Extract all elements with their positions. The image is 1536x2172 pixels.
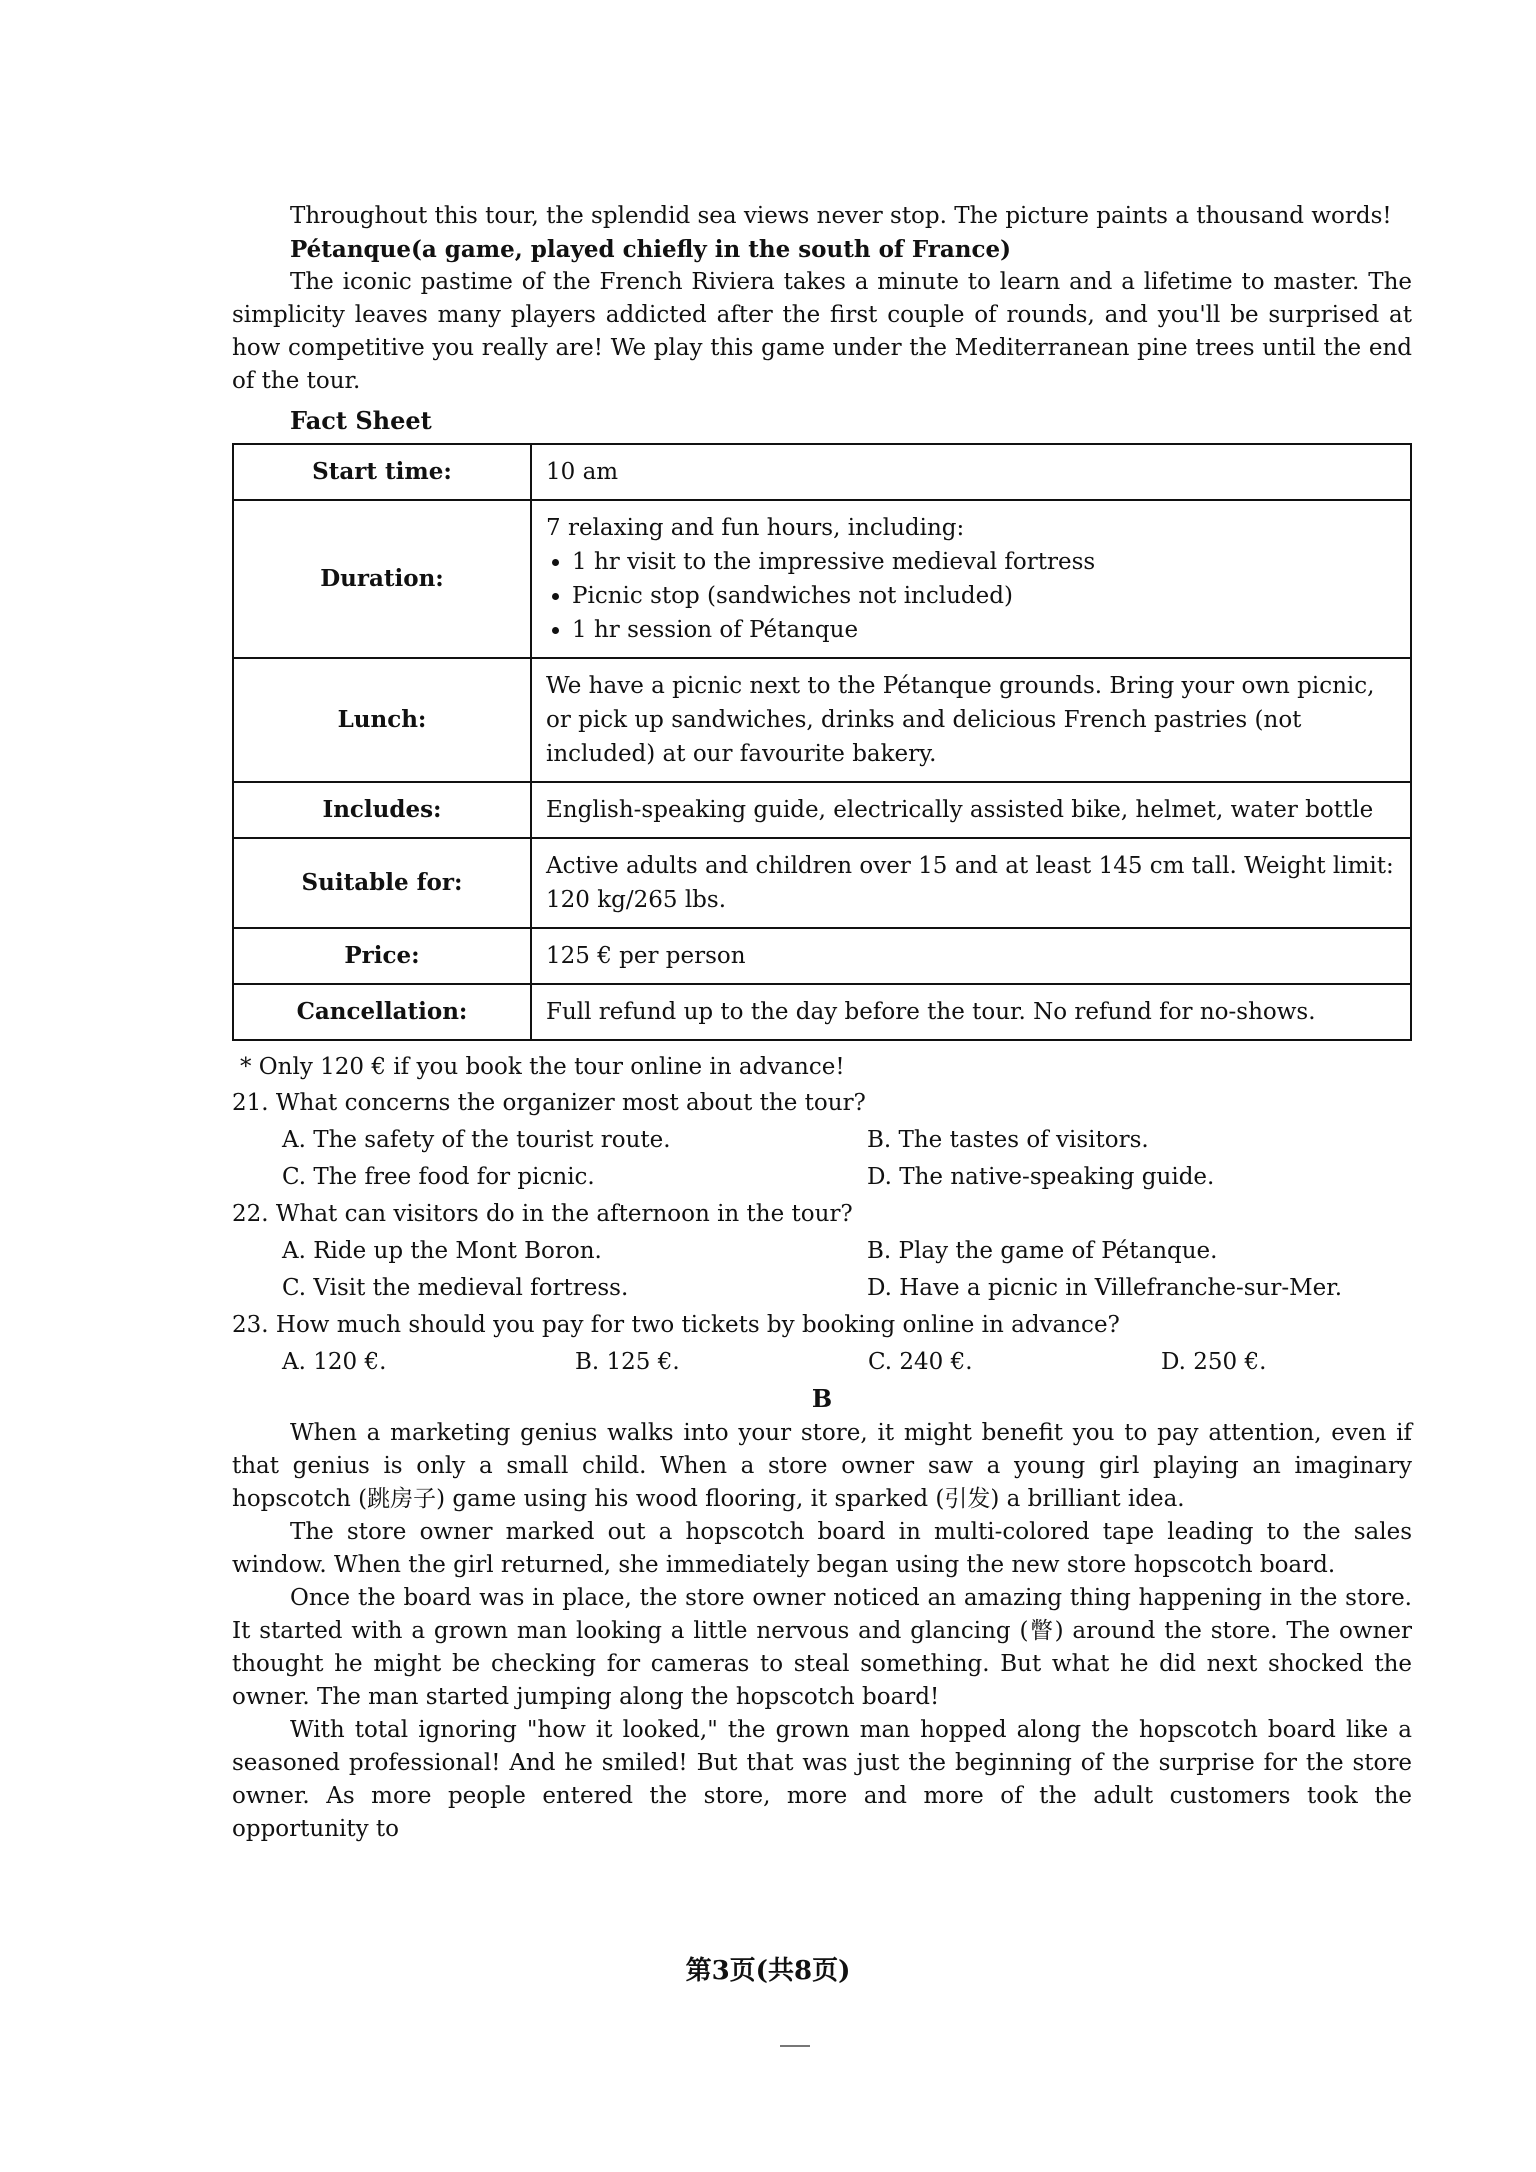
online-price-note: * Only 120 € if you book the tour online in advance! — [240, 1054, 845, 1080]
intro-line: Throughout this tour, the splendid sea views never stop. The picture paints a thousand words! — [290, 203, 1392, 229]
cancellation-label: Cancellation: — [233, 984, 531, 1040]
section-b-heading: B — [811, 1384, 833, 1413]
price-value: 125 € per person — [531, 928, 1411, 984]
duration-list — [546, 545, 1396, 647]
option-c: C. The free food for picnic. — [282, 1164, 595, 1190]
option-d: D. Have a picnic in Villefranche-sur-Mer. — [867, 1275, 1343, 1301]
table-row — [233, 928, 1411, 984]
includes-label: Includes: — [233, 782, 531, 838]
page-content — [232, 200, 1412, 1846]
passage-paragraph: The store owner marked out a hopscotch board in multi-colored tape leading to the sales window. When the girl returned, she immediately began using the new store hopscotch board. — [232, 1519, 1412, 1578]
fact-sheet-table — [232, 443, 1412, 1041]
question-22: 22. What can visitors do in the afternoon in the tour? — [232, 1201, 853, 1227]
table-row — [233, 658, 1411, 782]
table-row — [233, 984, 1411, 1040]
start-time-label: Start time: — [233, 444, 531, 500]
table-row — [233, 444, 1411, 500]
petanque-heading: Pétanque(a game, played chiefly in the south of France) — [290, 236, 1012, 263]
passage-paragraph: Once the board was in place, the store owner noticed an amazing thing happening in the store. It started with a grown man looking a little nervous and glancing (瞥) around the store. The owner thought he might be checking for cameras to steal something. But what he did next shocked the owner. The man started jumping along the hopscotch board! — [232, 1585, 1412, 1710]
passage-paragraph: When a marketing genius walks into your store, it might benefit you to pay attention, even if that genius is only a small child. When a store owner saw a young girl playing an imaginary hopscotch (跳房子) game using his wood flooring, it sparked (引发) a brilliant idea. — [232, 1420, 1412, 1512]
question-22-options — [232, 1233, 1412, 1307]
duration-value — [531, 500, 1411, 658]
list-item: • 1 hr visit to the impressive medieval fortress — [572, 545, 1396, 579]
page-number-footer: 第3页(共8页) — [685, 1956, 851, 1986]
option-a: A. 120 €. — [282, 1349, 387, 1375]
start-time-value: 10 am — [531, 444, 1411, 500]
table-row — [233, 838, 1411, 928]
suitable-label: Suitable for: — [233, 838, 531, 928]
question-21: 21. What concerns the organizer most about the tour? — [232, 1090, 866, 1116]
table-row — [233, 782, 1411, 838]
question-21-options — [232, 1122, 1412, 1196]
option-b: B. The tastes of visitors. — [867, 1127, 1149, 1153]
lunch-label: Lunch: — [233, 658, 531, 782]
suitable-value: Active adults and children over 15 and at least 145 cm tall. Weight limit: 120 kg/265 lbs. — [531, 838, 1411, 928]
option-c: C. 240 €. — [868, 1349, 973, 1375]
list-item: • Picnic stop (sandwiches not included) — [572, 579, 1396, 613]
option-c: C. Visit the medieval fortress. — [282, 1275, 629, 1301]
option-a: A. The safety of the tourist route. — [282, 1127, 671, 1153]
cancellation-value: Full refund up to the day before the tour. No refund for no-shows. — [531, 984, 1411, 1040]
list-item: • 1 hr session of Pétanque — [572, 613, 1396, 647]
duration-label: Duration: — [233, 500, 531, 658]
option-b: B. 125 €. — [575, 1349, 680, 1375]
passage-paragraph: With total ignoring "how it looked," the grown man hopped along the hopscotch board like a seasoned professional! And he smiled! But that was just the beginning of the surprise for the store owner. As more people entered the store, more and more of the adult customers took the opportunity to — [232, 1717, 1412, 1842]
scan-mark — [780, 2045, 810, 2047]
price-label: Price: — [233, 928, 531, 984]
petanque-paragraph: The iconic pastime of the French Riviera takes a minute to learn and a lifetime to master. The simplicity leaves many players addicted after the first couple of rounds, and you'll be surprised at how competitive you really are! We play this game under the Mediterranean pine trees until the end of the tour. — [232, 269, 1412, 394]
includes-value: English-speaking guide, electrically assisted bike, helmet, water bottle — [531, 782, 1411, 838]
table-row — [233, 500, 1411, 658]
question-23: 23. How much should you pay for two tickets by booking online in advance? — [232, 1312, 1120, 1338]
option-a: A. Ride up the Mont Boron. — [282, 1238, 602, 1264]
option-d: D. The native-speaking guide. — [867, 1164, 1215, 1190]
fact-sheet-title: Fact Sheet — [290, 406, 432, 435]
option-b: B. Play the game of Pétanque. — [867, 1238, 1218, 1264]
lunch-value: We have a picnic next to the Pétanque grounds. Bring your own picnic, or pick up sandwiches, drinks and delicious French pastries (not included) at our favourite bakery. — [531, 658, 1411, 782]
option-d: D. 250 €. — [1161, 1349, 1267, 1375]
question-23-options — [232, 1344, 1412, 1381]
duration-intro: 7 relaxing and fun hours, including: — [546, 515, 965, 541]
